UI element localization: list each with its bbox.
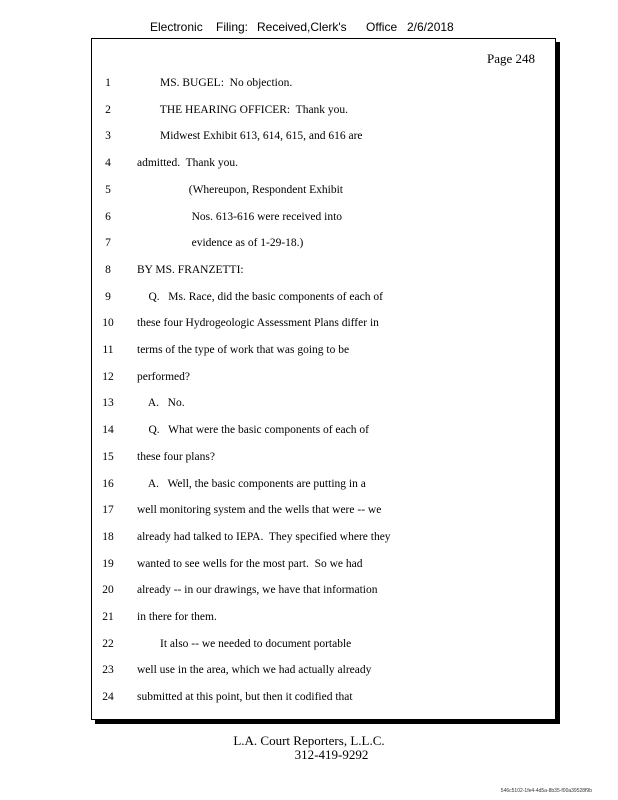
transcript-line bbox=[92, 77, 552, 97]
line-number: 10 bbox=[102, 317, 114, 330]
line-text: already had talked to IEPA. They specified where they bbox=[137, 530, 391, 543]
line-number: 9 bbox=[105, 290, 111, 303]
line-number: 2 bbox=[105, 103, 111, 116]
line-number: 16 bbox=[102, 477, 114, 490]
line-number: 15 bbox=[102, 450, 114, 463]
line-text: A. No. bbox=[137, 397, 185, 410]
transcript-line bbox=[92, 237, 552, 257]
line-number: 3 bbox=[105, 130, 111, 143]
transcript-page-frame bbox=[91, 38, 556, 720]
transcript-line bbox=[92, 157, 552, 177]
line-text: in there for them. bbox=[137, 611, 217, 623]
line-number: 6 bbox=[105, 210, 111, 223]
line-text: evidence as of 1-29-18.) bbox=[137, 237, 304, 250]
line-number: 17 bbox=[102, 504, 114, 517]
header-office: Office bbox=[366, 20, 398, 34]
line-number: 24 bbox=[102, 691, 114, 704]
line-text: Q. What were the basic components of each of bbox=[137, 424, 369, 437]
line-number: 22 bbox=[102, 637, 114, 650]
line-number: 4 bbox=[105, 157, 111, 170]
line-number: 23 bbox=[102, 664, 114, 677]
line-text: admitted. Thank you. bbox=[137, 157, 239, 170]
transcript-line bbox=[92, 130, 552, 150]
transcript-line bbox=[92, 371, 552, 391]
line-text: performed? bbox=[137, 370, 190, 383]
line-number: 7 bbox=[105, 237, 111, 250]
line-number: 8 bbox=[105, 263, 111, 276]
transcript-line bbox=[92, 478, 552, 498]
footer-phone: 312-419-9292 bbox=[294, 747, 369, 762]
line-number: 13 bbox=[102, 397, 114, 410]
header-electronic: Electronic bbox=[150, 20, 203, 34]
line-text: these four plans? bbox=[137, 450, 215, 463]
line-text: submitted at this point, but then it codified that bbox=[137, 691, 353, 704]
header-date: 2/6/2018 bbox=[407, 20, 454, 34]
line-text: these four Hydrogeologic Assessment Plans differ in bbox=[137, 317, 379, 330]
line-text: well use in the area, which we had actually already bbox=[137, 664, 372, 677]
line-text: A. Well, the basic components are putting in a bbox=[137, 477, 366, 490]
footer-company: L.A. Court Reporters, L.L.C. bbox=[233, 733, 385, 748]
line-number: 20 bbox=[102, 584, 114, 597]
file-id: 546c5102-1fe4-4d5a-8b35-f00a39528f9b bbox=[500, 788, 592, 794]
transcript-line bbox=[92, 291, 552, 311]
line-number: 1 bbox=[105, 77, 111, 89]
transcript-line bbox=[92, 584, 552, 604]
line-number: 19 bbox=[102, 557, 114, 570]
transcript-line bbox=[92, 558, 552, 578]
transcript-line bbox=[92, 664, 552, 684]
transcript-line bbox=[92, 264, 552, 284]
line-text: wanted to see wells for the most part. So we had bbox=[137, 557, 363, 570]
line-number: 14 bbox=[102, 424, 114, 437]
transcript-line bbox=[92, 691, 552, 711]
line-text: MS. BUGEL: No objection. bbox=[137, 77, 293, 89]
line-number: 18 bbox=[102, 530, 114, 543]
transcript-line bbox=[92, 531, 552, 551]
line-text: It also -- we needed to document portable bbox=[137, 637, 352, 650]
court-reporter-footer bbox=[0, 734, 618, 762]
page-number: Page 248 bbox=[486, 51, 535, 66]
line-text: well monitoring system and the wells that were -- we bbox=[137, 504, 382, 517]
transcript-line bbox=[92, 638, 552, 658]
line-text: Q. Ms. Race, did the basic components of each of bbox=[137, 290, 383, 303]
transcript-line bbox=[92, 611, 552, 631]
line-text: terms of the type of work that was going to be bbox=[137, 344, 350, 356]
transcript-line bbox=[92, 184, 552, 204]
line-number: 5 bbox=[105, 183, 111, 196]
transcript-line bbox=[92, 344, 552, 364]
line-text: already -- in our drawings, we have that information bbox=[137, 584, 378, 597]
transcript-line bbox=[92, 424, 552, 444]
line-number: 12 bbox=[102, 370, 114, 383]
filing-stamp-header bbox=[0, 20, 618, 38]
transcript-line bbox=[92, 211, 552, 231]
transcript-line bbox=[92, 104, 552, 124]
transcript-line bbox=[92, 397, 552, 417]
transcript-line bbox=[92, 451, 552, 471]
line-text: Nos. 613-616 were received into bbox=[137, 210, 343, 223]
line-text: (Whereupon, Respondent Exhibit bbox=[137, 183, 344, 196]
line-number: 21 bbox=[102, 611, 114, 623]
line-text: BY MS. FRANZETTI: bbox=[137, 263, 244, 276]
line-text: Midwest Exhibit 613, 614, 615, and 616 are bbox=[137, 130, 363, 143]
transcript-line bbox=[92, 504, 552, 524]
header-filing: Filing: bbox=[216, 20, 249, 34]
line-text: THE HEARING OFFICER: Thank you. bbox=[137, 103, 349, 116]
header-received: Received,Clerk's bbox=[257, 20, 347, 34]
transcript-line bbox=[92, 317, 552, 337]
line-number: 11 bbox=[102, 344, 114, 356]
